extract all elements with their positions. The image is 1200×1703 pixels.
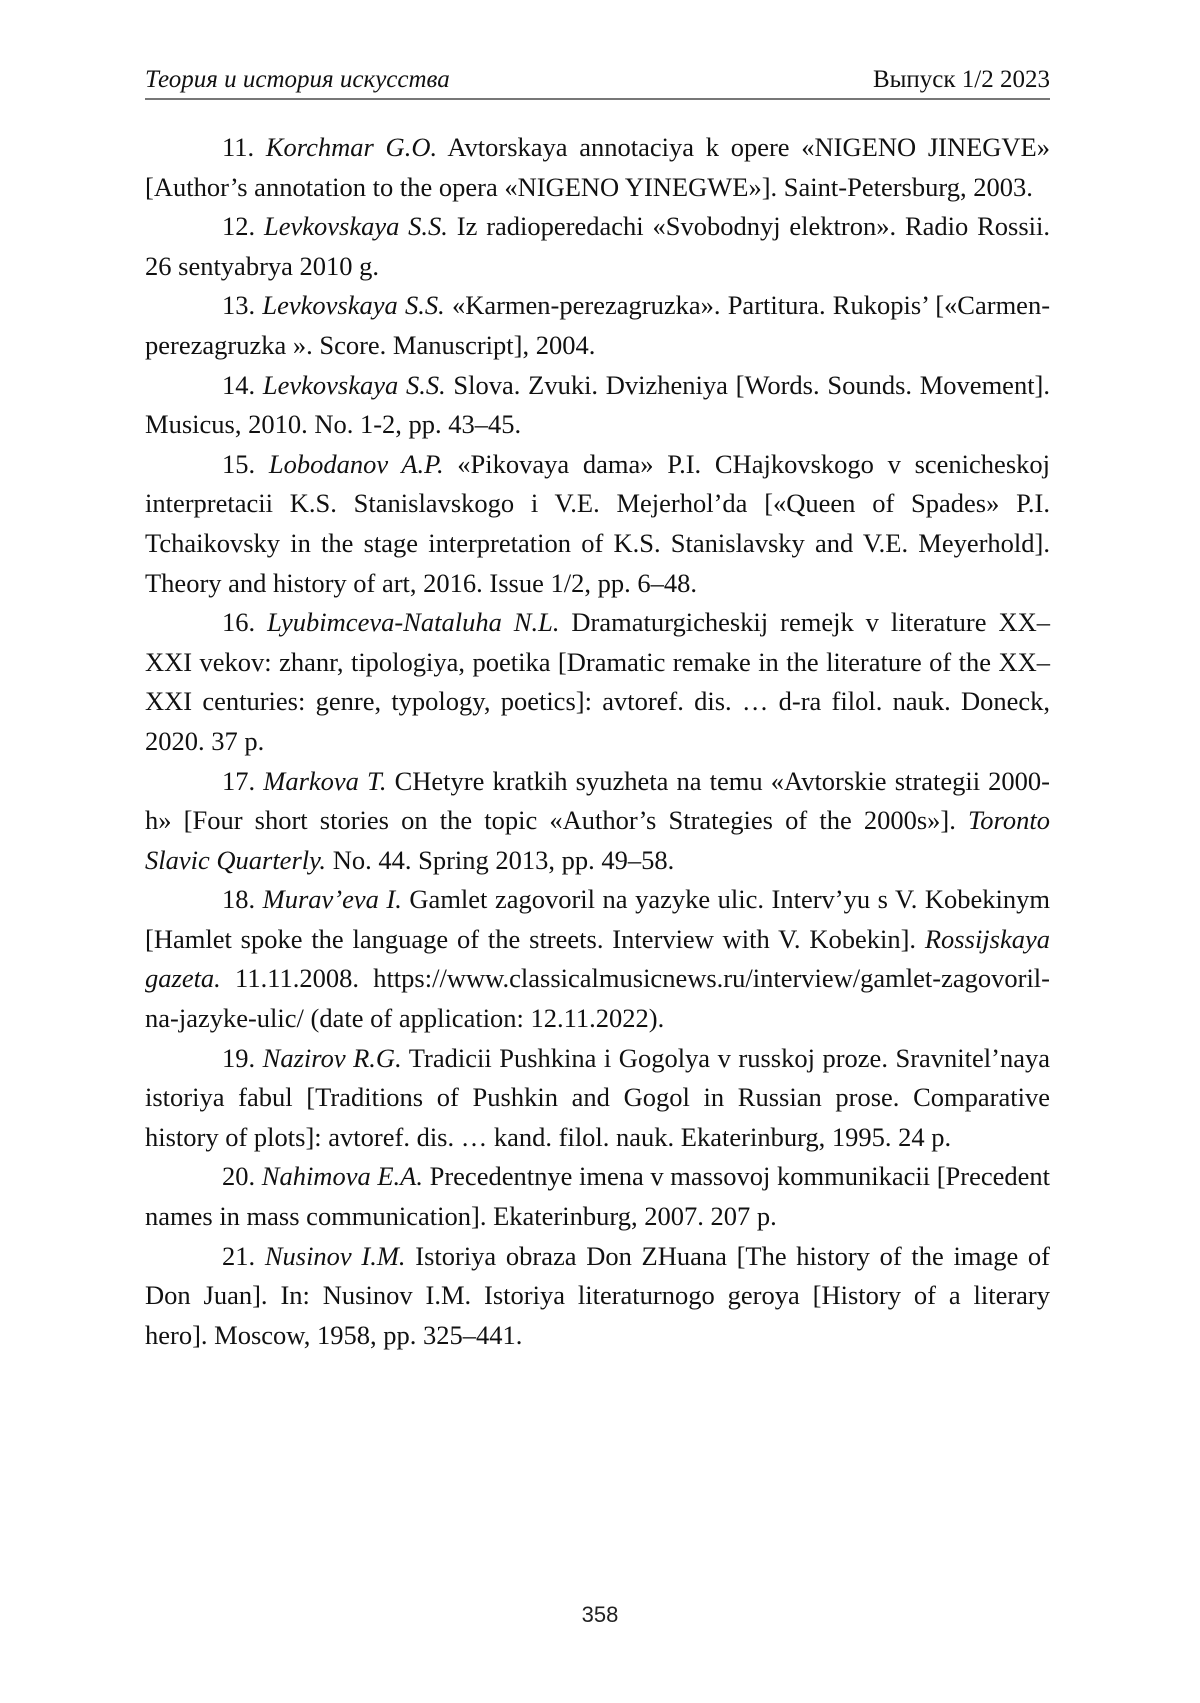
issue-label: Выпуск 1/2 2023 bbox=[873, 66, 1050, 94]
reference-number: 13. bbox=[222, 290, 255, 320]
reference-entry bbox=[145, 1237, 1050, 1356]
reference-number: 16. bbox=[222, 607, 255, 637]
reference-entry bbox=[145, 445, 1050, 603]
reference-author: Nusinov I.M. bbox=[265, 1241, 406, 1271]
reference-entry bbox=[145, 128, 1050, 207]
reference-entry bbox=[145, 1039, 1050, 1158]
reference-author: Levkovskaya S.S. bbox=[262, 290, 444, 320]
reference-text: «Pikovaya dama» P.I. CHajkovskogo v scenicheskoj interpretacii K.S. Stanislavskogo i V.E. Mejerhol’da [«Queen of Spades» P.I. Tchaikovsky in the stage interpretation of K.S. Stanislavsky and V.E. Meyerhold]. Theory and history of art, 2016. Issue 1/2, pp. 6–48. bbox=[145, 449, 1050, 598]
reference-text: Gamlet zagovoril na yazyke ulic. Interv’yu s V. Kobekinym [Hamlet spoke the language of the streets. Interview with V. Kobekin]. bbox=[145, 884, 1050, 954]
reference-source: Rossijskaya gazeta. bbox=[145, 924, 1050, 994]
reference-text: Istoriya obraza Don ZHuana [The history of the image of Don Juan]. In: Nusinov I.M. Istoriya literaturnogo geroya [History of a literary hero]. Moscow, 1958, pp. 325–441. bbox=[145, 1241, 1050, 1350]
reference-number: 15. bbox=[222, 449, 255, 479]
reference-source: Toronto Slavic Quarterly. bbox=[145, 805, 1050, 875]
reference-number: 14. bbox=[222, 370, 255, 400]
reference-text: CHetyre kratkih syuzheta na temu «Avtorskie strategii 2000-h» [Four short stories on the topic «Author’s Strategies of the 2000s»]. bbox=[145, 766, 1050, 836]
reference-entry bbox=[145, 366, 1050, 445]
reference-text: Iz radioperedachi «Svobodnyj elektron». Radio Rossii. 26 sentyabrya 2010 g. bbox=[145, 211, 1050, 281]
reference-author: Korchmar G.O. bbox=[266, 132, 437, 162]
reference-entry bbox=[145, 1157, 1050, 1236]
reference-text: Slova. Zvuki. Dvizheniya [Words. Sounds. Movement]. Musicus, 2010. No. 1-2, pp. 43–45. bbox=[145, 370, 1050, 440]
reference-author: Nahimova E.A. bbox=[262, 1161, 423, 1191]
reference-author: Markova T. bbox=[263, 766, 386, 796]
reference-entry bbox=[145, 880, 1050, 1038]
reference-number: 12. bbox=[222, 211, 255, 241]
reference-entry bbox=[145, 286, 1050, 365]
reference-number: 19. bbox=[222, 1043, 255, 1073]
reference-author: Levkovskaya S.S. bbox=[263, 370, 446, 400]
reference-text: Avtorskaya annotaciya k opere «NIGENO JINEGVE» [Author’s annotation to the opera «NIGENO YINEGWE»]. Saint-Petersburg, 2003. bbox=[145, 132, 1050, 202]
reference-entry bbox=[145, 603, 1050, 761]
reference-entry bbox=[145, 207, 1050, 286]
reference-number: 20. bbox=[222, 1161, 255, 1191]
reference-number: 18. bbox=[222, 884, 255, 914]
reference-number: 17. bbox=[222, 766, 255, 796]
reference-text: Precedentnye imena v massovoj kommunikacii [Precedent names in mass communication]. Ekaterinburg, 2007. 207 p. bbox=[145, 1161, 1050, 1231]
reference-author: Murav’eva I. bbox=[263, 884, 402, 914]
reference-entry bbox=[145, 762, 1050, 881]
reference-text: Dramaturgicheskij remejk v literature XX–XXI vekov: zhanr, tipologiya, poetika [Dramatic remake in the literature of the XX–XXI centuries: genre, typology, poetics]: avtoref. dis. … d-ra filol. nauk. Doneck, 2020. 37 p. bbox=[145, 607, 1050, 756]
reference-text: 11.11.2008. https://www.classicalmusicnews.ru/interview/gamlet-zagovoril-na-jazyke-ulic/ (date of application: 12.11.2022). bbox=[145, 963, 1050, 1033]
reference-author: Nazirov R.G. bbox=[263, 1043, 402, 1073]
running-header bbox=[145, 62, 1050, 100]
reference-text: «Karmen-perezagruzka». Partitura. Rukopis’ [«Carmen-perezagruzka ». Score. Manuscript], 2004. bbox=[145, 290, 1050, 360]
reference-number: 21. bbox=[222, 1241, 255, 1271]
journal-title: Теория и история искусства bbox=[145, 66, 450, 94]
reference-author: Lyubimceva-Nataluha N.L. bbox=[267, 607, 559, 637]
page-number: 358 bbox=[0, 1602, 1200, 1628]
reference-text: No. 44. Spring 2013, pp. 49–58. bbox=[326, 845, 674, 875]
reference-author: Lobodanov A.P. bbox=[269, 449, 444, 479]
reference-author: Levkovskaya S.S. bbox=[264, 211, 448, 241]
reference-number: 11. bbox=[222, 132, 254, 162]
reference-list bbox=[145, 128, 1050, 1355]
reference-text: Tradicii Pushkina i Gogolya v russkoj proze. Sravnitel’naya istoriya fabul [Traditions of Pushkin and Gogol in Russian prose. Comparative history of plots]: avtoref. dis. … kand. filol. nauk. Ekaterinburg, 1995. 24 p. bbox=[145, 1043, 1050, 1152]
